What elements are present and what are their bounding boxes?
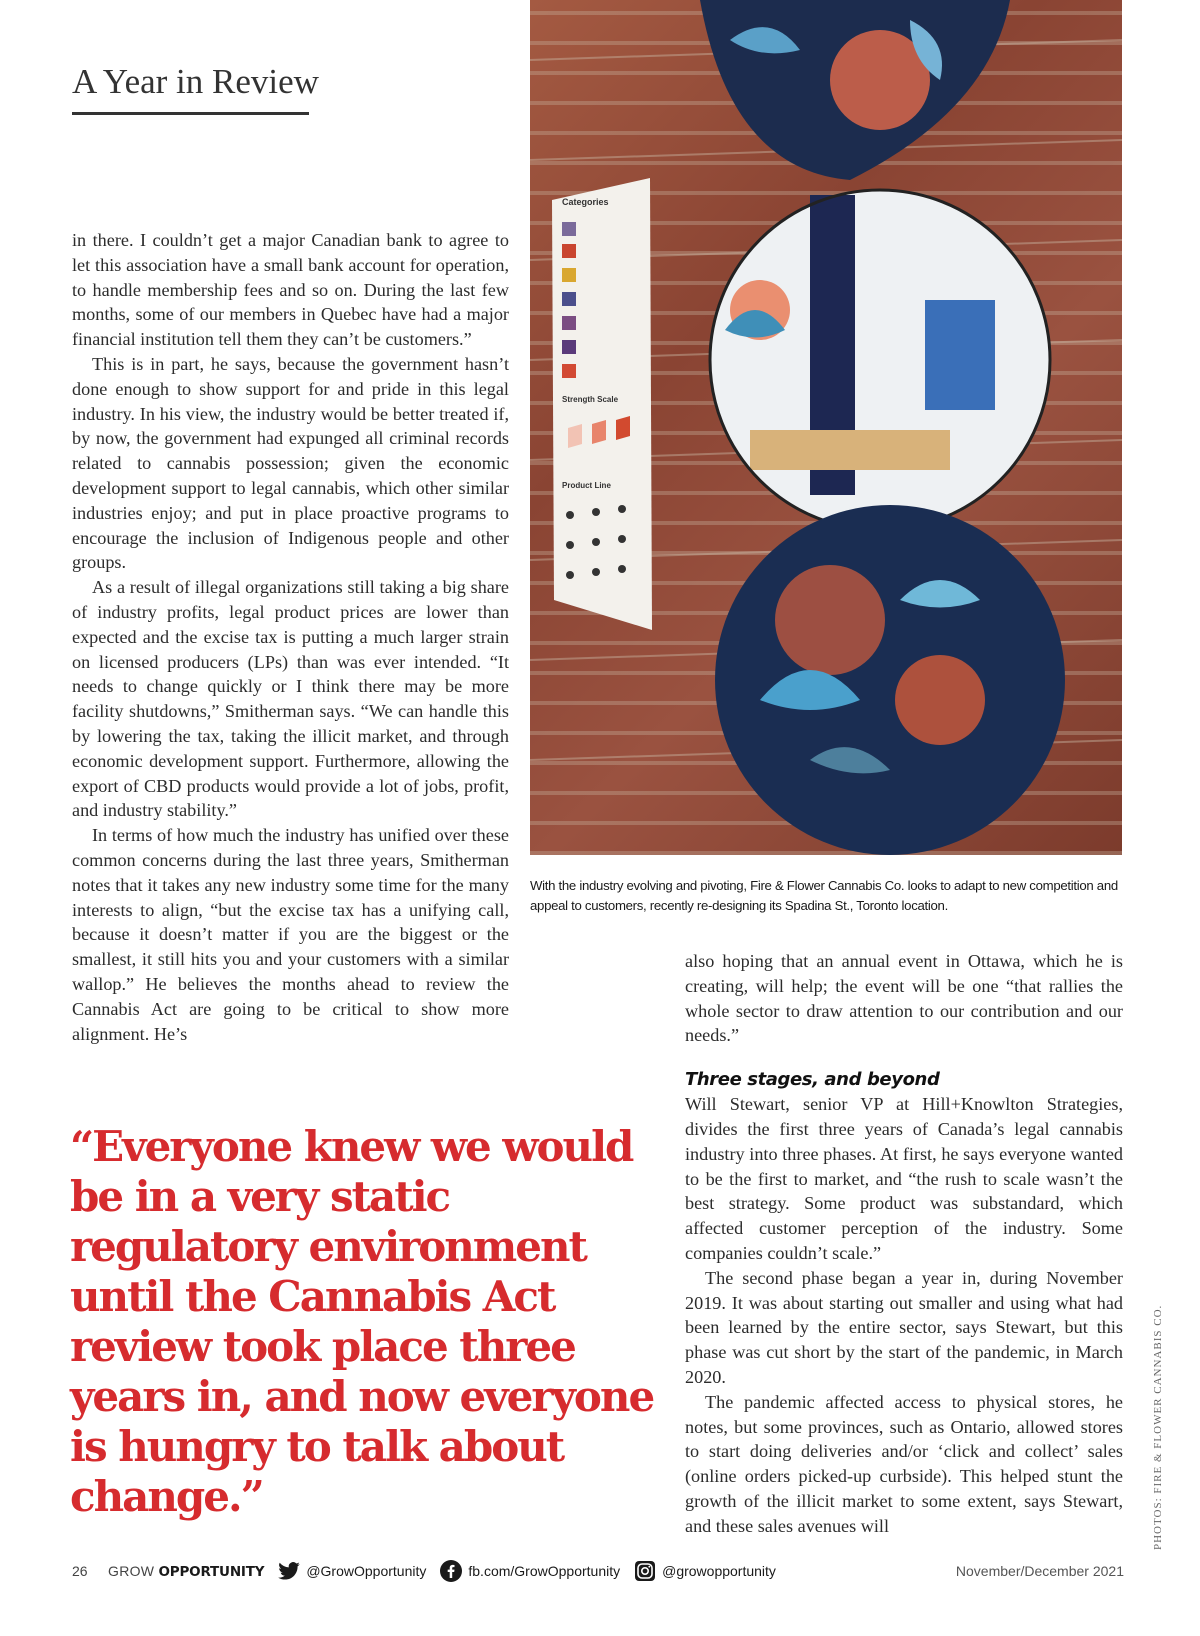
body-paragraph: The pandemic affected access to physical stores, he notes, but some provinces, such as Ontario, allowed stores to start doing deliveries and/or ‘click and collect’ sales (online orders picked-up curbside). This helped stunt the growth of the illicit market to some extent, says Stewart, and these sales avenues will xyxy=(685,1391,1123,1536)
brand-bold: OPPORTUNITY xyxy=(158,1563,265,1580)
facebook-url: fb.com/GrowOpportunity xyxy=(468,1563,621,1579)
brand-prefix: GROW xyxy=(108,1562,155,1579)
sign-label: Strength Scale xyxy=(562,395,619,404)
store-reflection-mirror xyxy=(710,190,1050,530)
body-paragraph: This is in part, he says, because the government hasn’t done enough to show support for and pride in this legal industry. In his view, the industry would be better treated if, by now, the government had expunged all criminal records related to cannabis possession; given the economic development support to legal cannabis, which other similar industries enjoy; and put in place proactive programs to encourage the inclusion of Indigenous people and other groups. xyxy=(72,353,509,573)
facebook-link[interactable] xyxy=(440,1560,620,1582)
instagram-icon xyxy=(634,1560,656,1582)
body-paragraph: The second phase began a year in, during November 2019. It was about starting out smaller and using what had been learned by the entire sector, says Stewart, but this phase was cut short by the start of the pandemic, in March 2020. xyxy=(685,1267,1123,1387)
page-number: 26 xyxy=(72,1563,88,1579)
store-photo-illustration xyxy=(530,0,1122,855)
page-footer xyxy=(72,1556,1124,1586)
facebook-icon xyxy=(440,1560,462,1582)
photo-caption: With the industry evolving and pivoting, Fire & Flower Cannabis Co. looks to adapt to new competition and appeal to customers, recently re-designing its Spadina St., Toronto location. xyxy=(530,878,1118,913)
photo-credit: PHOTOS: FIRE & FLOWER CANNABIS CO. xyxy=(1152,1304,1164,1550)
section-title: A Year in Review xyxy=(72,62,319,101)
instagram-link[interactable] xyxy=(634,1560,776,1582)
body-paragraph: As a result of illegal organizations still taking a big share of industry profits, legal product prices are lower than expected and the excise tax is putting a much larger strain on licensed producers (LPs) than was ever intended. “It needs to change quickly or I think there may be more facility shutdowns,” Smitherman says. “We can handle this by lowering the tax, taking the illicit market, and through economic development support. Furthermore, allowing the export of CBD products would provide a lot of jobs, profit, and industry stability.” xyxy=(72,577,509,821)
left-column xyxy=(72,228,509,1046)
floral-mirror-bottom xyxy=(715,505,1065,855)
twitter-link[interactable] xyxy=(278,1562,426,1580)
instagram-handle: @growopportunity xyxy=(662,1563,776,1579)
body-paragraph: Will Stewart, senior VP at Hill+Knowlton Strategies, divides the first three years of Canada’s legal cannabis industry into three phases. At first, he says everyone wanted to be the first to market, and “the rush to scale wasn’t the best strategy. Some product was substandard, which affected customer perception of the industry. Some companies couldn’t scale.” xyxy=(685,1094,1123,1263)
subhead: Three stages, and beyond xyxy=(685,1069,940,1091)
store-photo xyxy=(530,0,1122,855)
sign-label: Categories xyxy=(562,197,609,207)
body-paragraph: in there. I couldn’t get a major Canadian bank to agree to let this association have a small bank account for operation, to handle membership fees and so on. During the last few months, some of our members in Quebec have had a major financial institution tell them they can’t be customers.” xyxy=(72,230,509,350)
magazine-brand xyxy=(108,1563,264,1580)
categories-sign xyxy=(552,178,652,630)
pull-quote: “Everyone knew we would be in a very static regulatory environment until the Cannabis Act review took place three years in, and now everyone is hungry to talk about change.” xyxy=(70,1122,654,1521)
body-paragraph: In terms of how much the industry has unified over these common concerns during the last three years, Smitherman notes that it takes any new industry some time for the many interests to align, “but the excise tax has a unifying call, because it doesn’t matter if you are the biggest or the smallest, it still hits you and your customers with a similar wallop.” He believes the months ahead to review the Cannabis Act are going to be critical to show more alignment. He’s xyxy=(72,825,509,1044)
section-rule xyxy=(72,112,309,115)
twitter-handle: @GrowOpportunity xyxy=(306,1563,427,1579)
issue-date: November/December 2021 xyxy=(955,1563,1124,1579)
body-paragraph: also hoping that an annual event in Ottawa, which he is creating, will help; the event will be one “that rallies the whole sector to draw attention to our contribution and our needs.” xyxy=(685,951,1123,1046)
right-column xyxy=(685,949,1123,1539)
twitter-icon xyxy=(278,1562,300,1580)
sign-label: Product Line xyxy=(562,481,611,490)
